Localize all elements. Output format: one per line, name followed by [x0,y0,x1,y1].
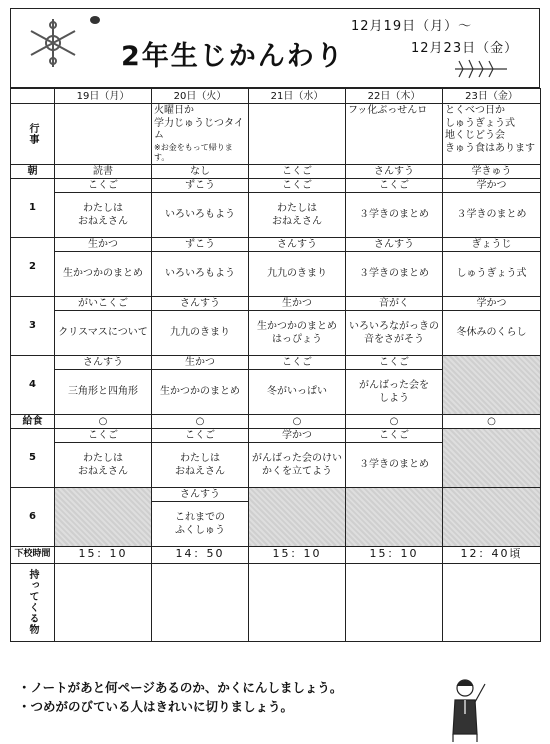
items-cell [152,563,249,641]
lesson-content: ３学きのまとめ [346,192,443,237]
event-cell [346,104,443,165]
period-number: 4 [11,355,55,414]
empty-shaded-cell [443,487,541,546]
snowflake-icon [25,15,81,71]
subject-name: さんすう [152,487,249,501]
subject-name: 生かつ [152,355,249,369]
dismissal-time: 15：10 [55,546,152,563]
lesson-content: これまでの ふくしゅう [152,501,249,546]
empty-shaded-cell [443,428,541,487]
day-header: 21日（水） [249,89,346,104]
lesson-content: クリスマスについて [55,310,152,355]
subject-name: こくご [249,178,346,192]
lesson-content: 冬がいっぱい [249,369,346,414]
period-number: 2 [11,237,55,296]
subject-name: さんすう [152,296,249,310]
event-text: フッ化ぶっせんロ [348,105,428,116]
lesson-content: 冬休みのくらし [443,310,541,355]
row-label-lunch: 給食 [11,414,55,428]
event-cell [152,104,249,165]
lesson-content: がんばった会を しよう [346,369,443,414]
start-date: 12月19日（月）～ [351,19,473,34]
timetable-page [10,8,540,736]
period-number: 6 [11,487,55,546]
subject-name: こくご [55,178,152,192]
empty-shaded-cell [249,487,346,546]
morning-activity: こくご [249,164,346,178]
lesson-content: 生かつかのまとめ はっぴょう [249,310,346,355]
event-text: 火曜日か 学力じゅうじつタイム [154,105,244,141]
subject-name: さんすう [55,355,152,369]
lesson-content: わたしは おねえさん [249,192,346,237]
lesson-content: ３学きのまとめ [346,442,443,487]
subject-name: 学かつ [443,178,541,192]
lesson-content: しゅうぎょう式 [443,251,541,296]
subject-name: さんすう [346,237,443,251]
lesson-content: 三角形と四角形 [55,369,152,414]
dismissal-time: 15：10 [249,546,346,563]
footer-note: ・ つめがのびている人はきれいに切りましょう。 [18,697,342,716]
dismissal-time: 15：10 [346,546,443,563]
row-label-dismissal: 下校時間 [11,546,55,563]
items-cell [249,563,346,641]
lesson-content: わたしは おねえさん [152,442,249,487]
subject-name: 学かつ [443,296,541,310]
lesson-content: 生かつかのまとめ [55,251,152,296]
row-label-asa: 朝 [11,164,55,178]
page-title: 2年生じかんわり [121,41,345,72]
empty-shaded-cell [55,487,152,546]
lesson-content: ３学きのまとめ [346,251,443,296]
event-note: ※お金をもって帰ります。 [154,142,233,162]
lunch-mark: ○ [346,414,443,428]
subject-name: こくご [249,355,346,369]
items-cell [443,563,541,641]
lesson-content: 生かつかのまとめ [152,369,249,414]
period-number: 5 [11,428,55,487]
lunch-mark: ○ [443,414,541,428]
subject-name: 生かつ [55,237,152,251]
subject-name: ぎょうじ [443,237,541,251]
subject-name: こくご [346,178,443,192]
lunch-mark: ○ [55,414,152,428]
row-label-cell [11,563,55,641]
subject-name: ずこう [152,178,249,192]
day-header: 20日（火） [152,89,249,104]
day-header: 23日（金） [443,89,541,104]
subject-name: こくご [55,428,152,442]
timetable-body [11,89,541,642]
row-label-items: 持ってくる物 [27,569,38,635]
lunch-mark: ○ [249,414,346,428]
lesson-content: 九九のきまり [249,251,346,296]
row-label-cell [11,104,55,165]
lesson-content: わたしは おねえさん [55,442,152,487]
subject-name: 生かつ [249,296,346,310]
bird-icon [89,15,101,25]
morning-activity: さんすう [346,164,443,178]
morning-activity: 読書 [55,164,152,178]
lesson-content: 九九のきまり [152,310,249,355]
empty-shaded-cell [346,487,443,546]
period-number: 1 [11,178,55,237]
subject-name: 音がく [346,296,443,310]
event-cell [55,104,152,165]
teacher-illustration [440,674,490,742]
subject-name: こくご [346,355,443,369]
dismissal-time: 12：40頃 [443,546,541,563]
event-cell [443,104,541,165]
day-header: 19日（月） [55,89,152,104]
dismissal-time: 14：50 [152,546,249,563]
row-label-gyoji: 行事 [27,122,38,145]
subject-name: こくご [346,428,443,442]
empty-shaded-cell [443,355,541,414]
day-header: 22日（木） [346,89,443,104]
corner-cell [11,89,55,104]
items-cell [55,563,152,641]
timetable [10,88,541,642]
event-text: とくべつ日か しゅうぎょう式 地くじどう会 きゅう食はあります [445,105,535,154]
period-number: 3 [11,296,55,355]
lesson-content: いろいろもよう [152,251,249,296]
subject-name: ずこう [152,237,249,251]
lesson-content: いろいろながっきの 音をさがそう [346,310,443,355]
lesson-content: ３学きのまとめ [443,192,541,237]
morning-activity: なし [152,164,249,178]
lesson-content: いろいろもよう [152,192,249,237]
lunch-mark: ○ [152,414,249,428]
morning-activity: 学きゅう [443,164,541,178]
subject-name: 学かつ [249,428,346,442]
end-date: 12月23日（金） [411,41,519,56]
subject-name: こくご [152,428,249,442]
footer-note: ・ ノートがあと何ページあるのか、かくにんしましょう。 [18,678,342,697]
lesson-content: わたしは おねえさん [55,192,152,237]
event-cell [249,104,346,165]
pine-branch-icon [451,57,511,79]
subject-name: さんすう [249,237,346,251]
items-cell [346,563,443,641]
footer-notes [18,678,342,716]
subject-name: がいこくご [55,296,152,310]
header [10,8,540,88]
lesson-content: がんばった会のけい かくを立てよう [249,442,346,487]
